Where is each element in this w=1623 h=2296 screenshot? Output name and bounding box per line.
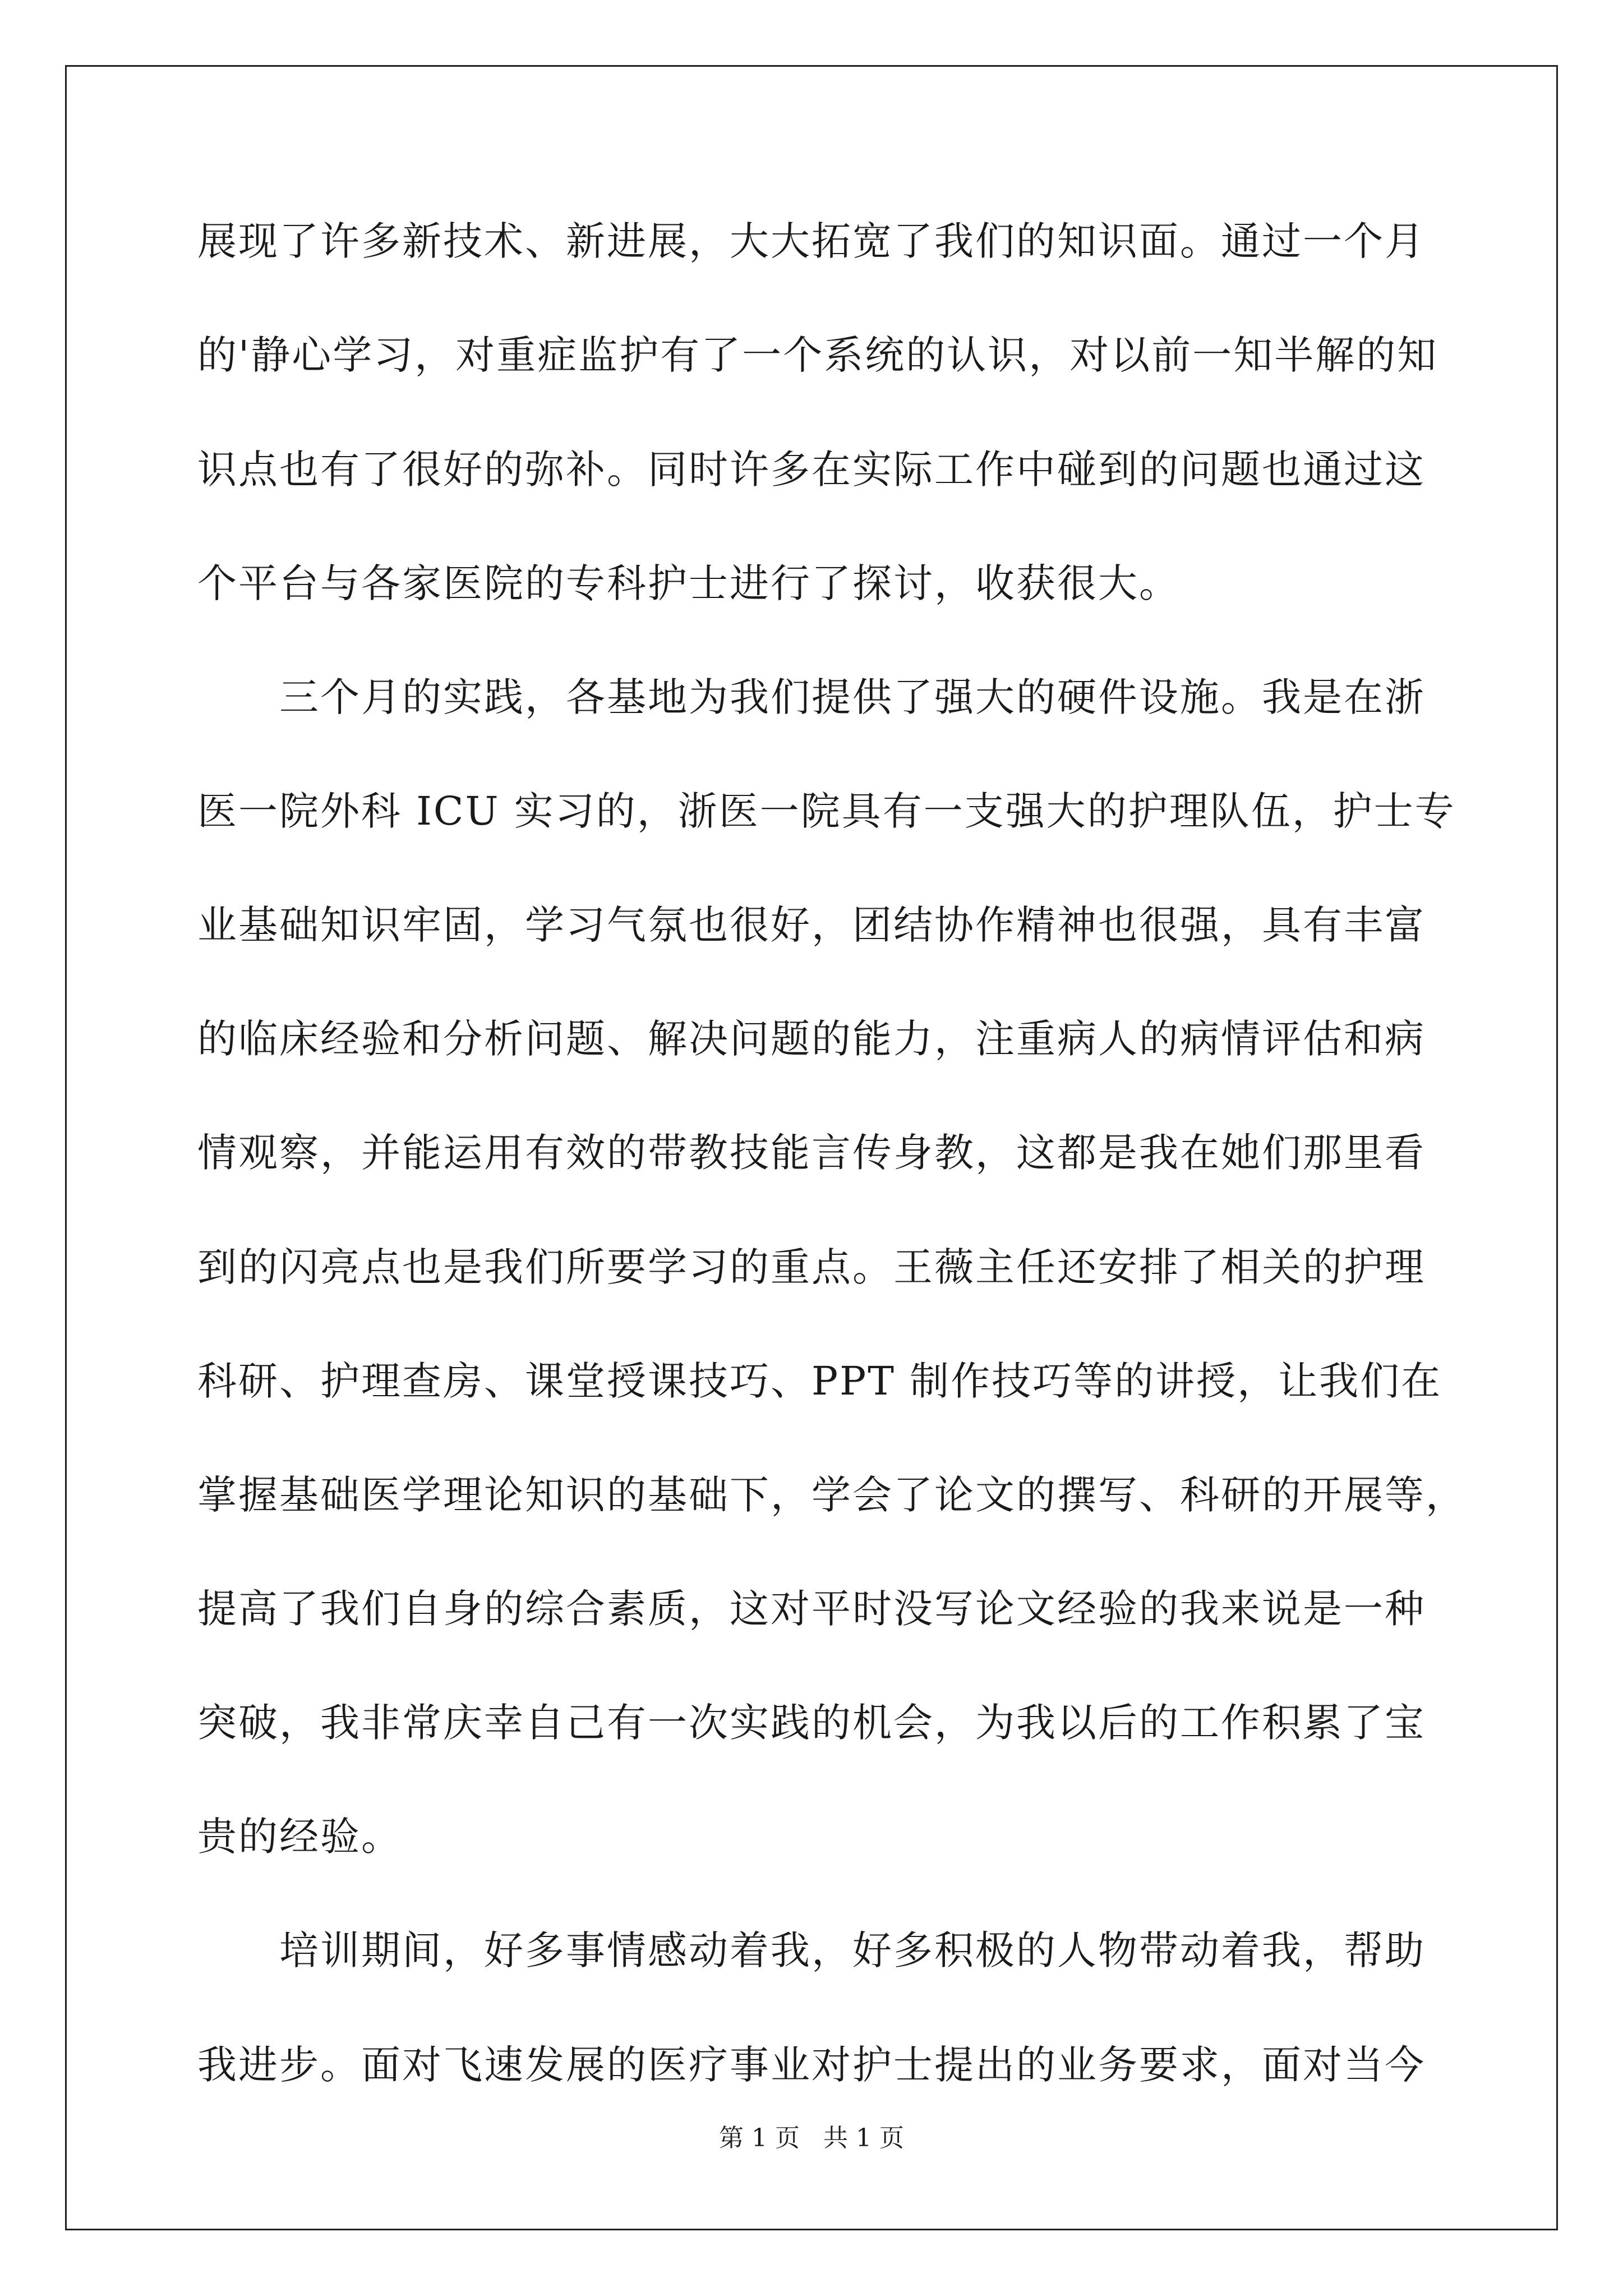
text-line: 展现了许多新技术、新进展，大大拓宽了我们的知识面。通过一个月: [197, 218, 1426, 264]
text-line: 贵的经验。: [197, 1814, 402, 1860]
text-line: 情观察，并能运用有效的带教技能言传身教，这都是我在她们那里看: [197, 1130, 1426, 1176]
text-line: 突破，我非常庆幸自己有一次实践的机会，为我以后的工作积累了宝: [197, 1700, 1426, 1746]
text-line: 提高了我们自身的综合素质，这对平时没写论文经验的我来说是一种: [197, 1586, 1426, 1632]
text-line: 科研、护理查房、课堂授课技巧、PPT 制作技巧等的讲授，让我们在: [197, 1358, 1442, 1404]
text-line: 的临床经验和分析问题、解决问题的能力，注重病人的病情评估和病: [197, 1016, 1426, 1062]
text-line: 到的闪亮点也是我们所要学习的重点。王薇主任还安排了相关的护理: [197, 1244, 1426, 1290]
text-line: 掌握基础医学理论知识的基础下，学会了论文的撰写、科研的开展等，: [197, 1472, 1467, 1518]
page-footer: 第 1 页 共 1 页: [719, 2124, 904, 2152]
text-line: 我进步。面对飞速发展的医疗事业对护士提出的业务要求，面对当今: [197, 2042, 1426, 2088]
text-line: 的'静心学习，对重症监护有了一个系统的认识，对以前一知半解的知: [197, 332, 1438, 378]
text-line: 医一院外科 ICU 实习的，浙医一院具有一支强大的护理队伍，护士专: [197, 788, 1456, 834]
text-line: 三个月的实践，各基地为我们提供了强大的硬件设施。我是在浙: [197, 674, 1426, 720]
text-line: 个平台与各家医院的专科护士进行了探讨，收获很大。: [197, 560, 1180, 606]
text-line: 业基础知识牢固，学习气氛也很好，团结协作精神也很强，具有丰富: [197, 902, 1426, 948]
text-line: 培训期间，好多事情感动着我，好多积极的人物带动着我，帮助: [197, 1927, 1426, 1973]
text-line: 识点也有了很好的弥补。同时许多在实际工作中碰到的问题也通过这: [197, 447, 1426, 493]
